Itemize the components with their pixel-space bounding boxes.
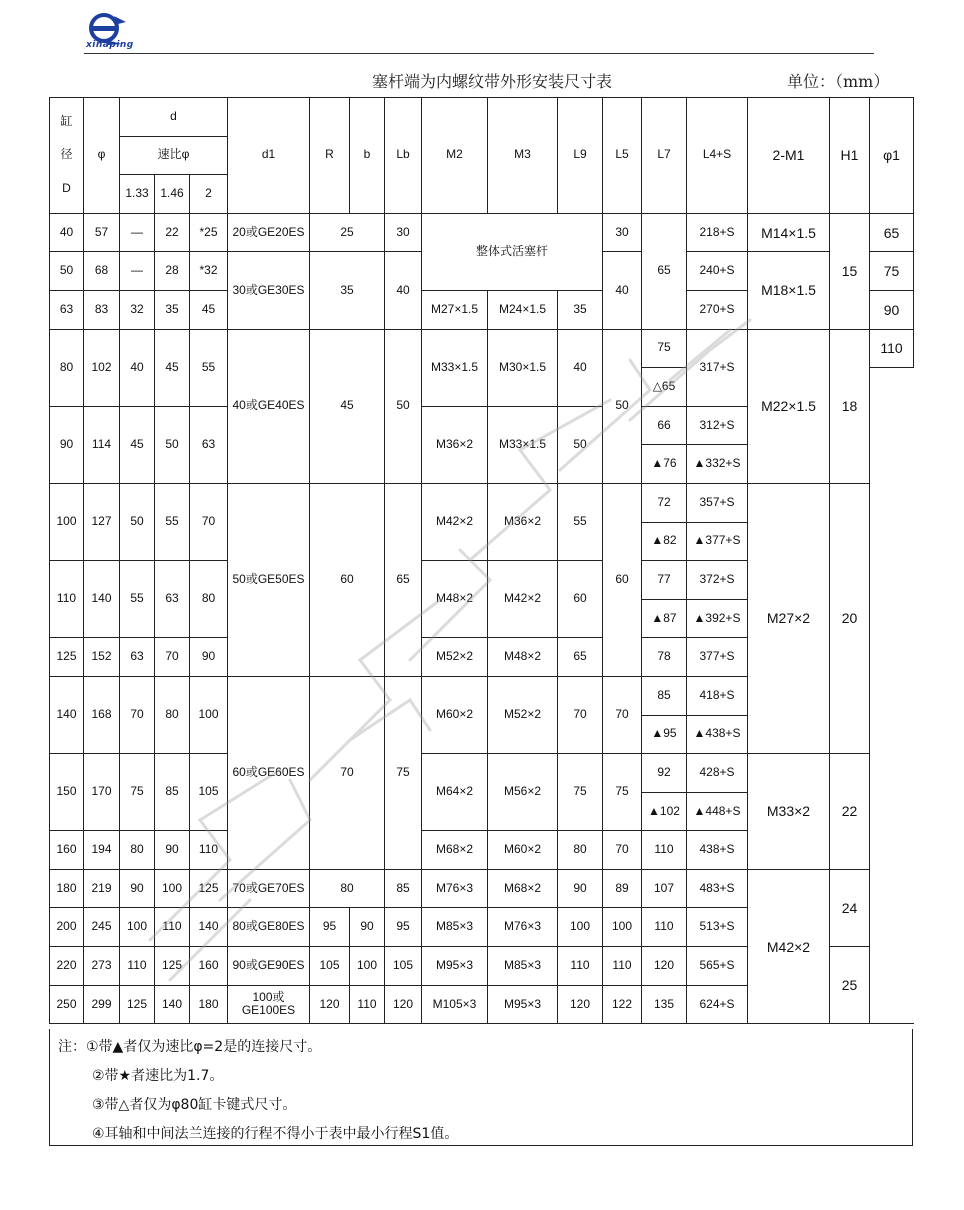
header-b: b — [350, 98, 385, 214]
header-M1: 2-M1 — [748, 98, 830, 214]
integral-rod-cell: 整体式活塞杆 — [422, 213, 603, 290]
header-ratio-146: 1.46 — [155, 175, 190, 214]
table-row: ▲87 ▲392+S — [50, 599, 914, 638]
table-row: 220 273 110 125 160 90或GE90ES 105 100 105 M95×3 M85×3 110 110 120 565+S 25 — [50, 947, 914, 986]
table-row: 180 219 90 100 125 70或GE70ES 80 85 M76×3 M68×2 90 89 107 483+S M42×2 24 — [50, 869, 914, 908]
table-row: 40 57 — 22 *25 20或GE20ES 25 30 整体式活塞杆 30 65 218+S M14×1.5 15 65 — [50, 213, 914, 252]
empty-cell — [870, 368, 914, 1024]
table-row: 80 102 40 45 55 40或GE40ES 45 50 M33×1.5 M30×1.5 40 50 75 317+S M22×1.5 18 110 — [50, 329, 914, 368]
header-Lb: Lb — [385, 98, 422, 214]
table-row: 150 170 75 85 105 M64×2 M56×2 75 75 92 428+S M33×2 22 — [50, 754, 914, 793]
header-H1: H1 — [830, 98, 870, 214]
header-ratio-2: 2 — [190, 175, 228, 214]
table-row: 125 152 63 70 90 M52×2 M48×2 65 78 377+S — [50, 638, 914, 677]
table-row: △65 — [50, 368, 914, 407]
table-row: 250 299 125 140 180 100或GE100ES 120 110 120 M105×3 M95×3 120 122 135 624+S — [50, 985, 914, 1024]
header-divider — [84, 53, 874, 54]
header-M3: M3 — [488, 98, 558, 214]
header-M2: M2 — [422, 98, 488, 214]
table-row: 110 140 55 63 80 M48×2 M42×2 60 77 372+S — [50, 561, 914, 600]
header-d: d — [120, 98, 228, 137]
table-row: ▲76 ▲332+S — [50, 445, 914, 484]
notes-box — [49, 1029, 913, 1146]
table-row: ▲82 ▲377+S — [50, 522, 914, 561]
header-bore: 缸 径 D — [50, 98, 84, 214]
header-L5: L5 — [603, 98, 642, 214]
note-4: ④耳轴和中间法兰连接的行程不得小于表中最小行程S1值。 — [92, 1126, 459, 1142]
table-row: 140 168 70 80 100 60或GE60ES 70 75 M60×2 M52×2 70 70 85 418+S — [50, 676, 914, 715]
header-phi: φ — [84, 98, 120, 214]
header-phi1: φ1 — [870, 98, 914, 214]
table-row: 160 194 80 90 110 M68×2 M60×2 80 70 110 438+S — [50, 831, 914, 870]
header-speed-ratio: 速比φ — [120, 136, 228, 175]
header-R: R — [310, 98, 350, 214]
header-L4S: L4+S — [687, 98, 748, 214]
table-row: 63 83 32 35 45 M27×1.5 M24×1.5 35 270+S 90 — [50, 290, 914, 329]
header-d1: d1 — [228, 98, 310, 214]
header-L7: L7 — [642, 98, 687, 214]
header-L9: L9 — [558, 98, 603, 214]
note-3: ③带△者仅为φ80缸卡键式尺寸。 — [92, 1097, 297, 1113]
header-row-1 — [50, 98, 914, 137]
header-ratio-133: 1.33 — [120, 175, 155, 214]
note-1: 注：①带▲者仅为速比φ=2是的连接尺寸。 — [58, 1039, 322, 1055]
table-row: ▲102 ▲448+S — [50, 792, 914, 831]
table-row: 100 127 50 55 70 50或GE50ES 60 65 M42×2 M36×2 55 60 72 357+S M27×2 20 — [50, 483, 914, 522]
dimension-table — [49, 97, 914, 1024]
logo-text: xinaping — [86, 40, 134, 50]
note-2: ②带★者速比为1.7。 — [92, 1068, 224, 1084]
table-row: 200 245 100 110 140 80或GE80ES 95 90 95 M85×3 M76×3 100 100 110 513+S — [50, 908, 914, 947]
unit-label: 单位：（mm） — [787, 72, 890, 91]
table-row: 90 114 45 50 63 M36×2 M33×1.5 50 66 312+S — [50, 406, 914, 445]
table-row: ▲95 ▲438+S — [50, 715, 914, 754]
table-row: 50 68 — 28 *32 30或GE30ES 35 40 40 240+S M18×1.5 75 — [50, 252, 914, 291]
page-title: 塞杆端为内螺纹带外形安装尺寸表 — [372, 72, 613, 91]
